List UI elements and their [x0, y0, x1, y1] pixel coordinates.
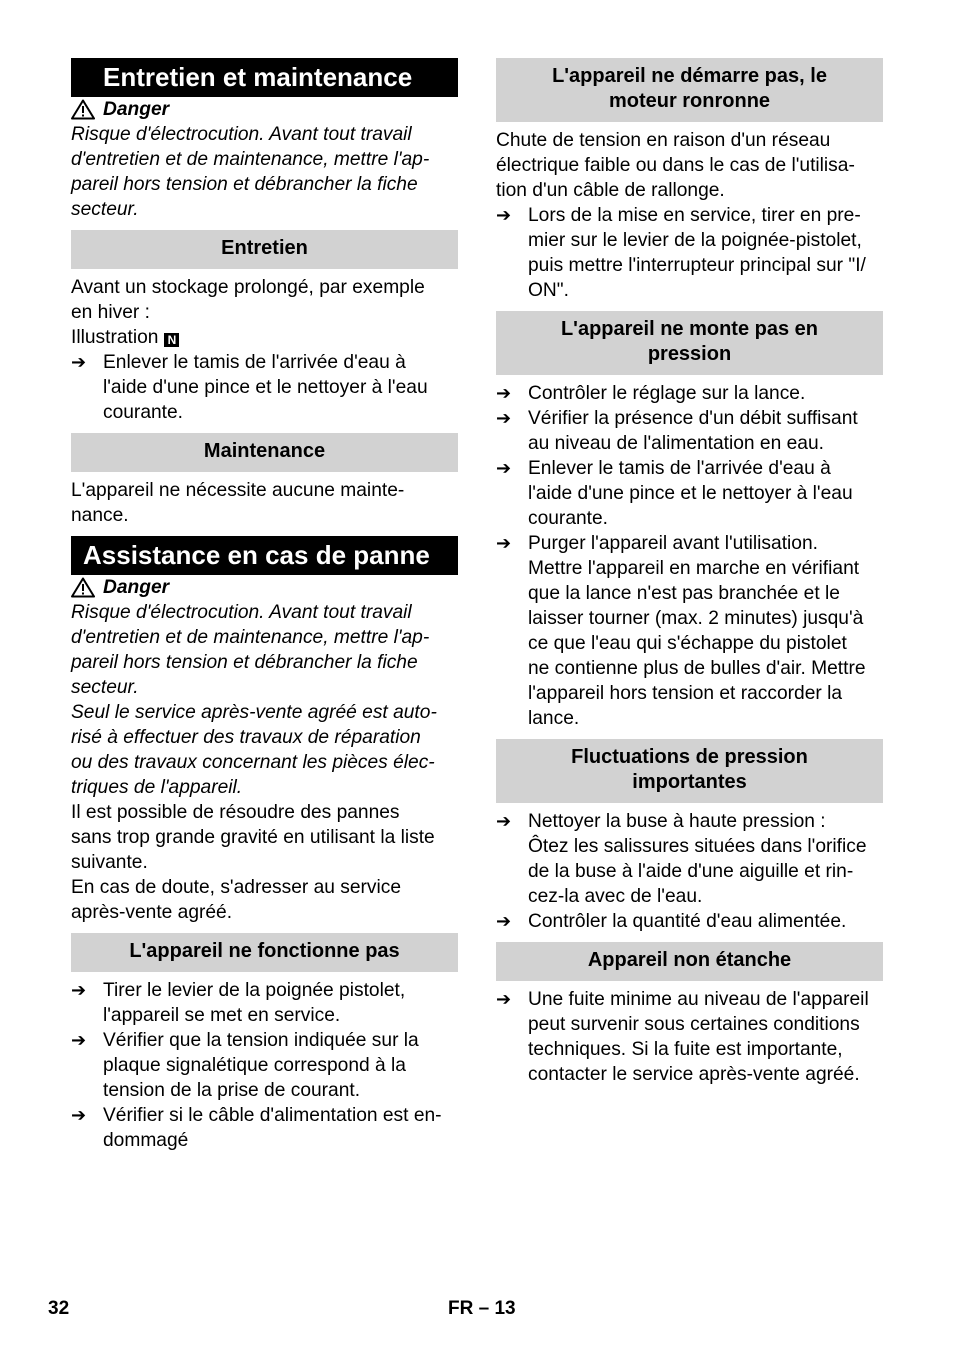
title-line: importantes: [632, 771, 747, 793]
text-line: Enlever le tamis de l'arrivée d'eau à: [103, 352, 406, 373]
list-item: [71, 1028, 458, 1103]
list-item: [496, 456, 883, 531]
arrow-right-icon: ➔: [496, 458, 512, 478]
subsection-title-maintenance: Maintenance: [71, 433, 458, 472]
maintenance-text: [71, 478, 458, 528]
danger-text: [71, 600, 458, 800]
text-line: Risque d'électrocution. Avant tout travail: [71, 602, 412, 623]
entretien-intro: [71, 275, 458, 350]
danger-notice: [71, 575, 458, 600]
danger-notice: [71, 97, 458, 122]
text-line: en hiver :: [71, 302, 150, 323]
list-item: [496, 809, 883, 909]
arrow-right-icon: ➔: [71, 1105, 87, 1125]
subsection-title-entretien: Entretien: [71, 230, 458, 269]
text-line: triques de l'appareil.: [71, 777, 243, 798]
text-line: l'appareil se met en service.: [103, 1005, 341, 1026]
text-line: l'aide d'une pince et le nettoyer à l'eau: [528, 483, 853, 504]
warning-triangle-icon: [71, 577, 95, 598]
section-title-assistance: Assistance en cas de panne: [71, 536, 458, 575]
text-line: Risque d'électrocution. Avant tout travail: [71, 124, 412, 145]
assist-text: [71, 800, 458, 925]
text-line: ou des travaux concernant les pièces élec-: [71, 752, 435, 773]
text-line: après-vente agréé.: [71, 902, 233, 923]
list-item: [71, 1103, 458, 1153]
arrow-right-icon: ➔: [496, 205, 512, 225]
left-column: [71, 58, 458, 1153]
subsection-title-nostart: [496, 58, 883, 122]
section-reference: FR – 13: [448, 1298, 516, 1319]
list-item: [496, 531, 883, 731]
text-line: l'appareil hors tension et raccorder la: [528, 683, 843, 704]
arrow-right-icon: ➔: [71, 1030, 87, 1050]
text-line: sans trop grande gravité en utilisant la liste: [71, 827, 435, 848]
subsection-title-fluctuations: [496, 739, 883, 803]
text-line: risé à effectuer des travaux de réparation: [71, 727, 421, 748]
text-line: que la lance n'est pas branchée et le: [528, 583, 840, 604]
text-line: Ôtez les salissures situées dans l'orifice: [528, 836, 867, 857]
title-line: Fluctuations de pression: [571, 746, 808, 768]
text-line: secteur.: [71, 199, 139, 220]
text-line: ce que l'eau qui s'échappe du pistolet: [528, 633, 847, 654]
arrow-right-icon: ➔: [71, 980, 87, 1000]
warning-triangle-icon: [71, 99, 95, 120]
list-item: [496, 203, 883, 303]
text-line: courante.: [103, 402, 184, 423]
text-line: Vérifier si le câble d'alimentation est en-: [103, 1105, 442, 1126]
arrow-right-icon: ➔: [496, 408, 512, 428]
illustration-reference: [71, 325, 458, 350]
illustration-label: Illustration: [71, 327, 159, 348]
text-line: Purger l'appareil avant l'utilisation.: [528, 533, 818, 554]
text-line: Il est possible de résoudre des pannes: [71, 802, 400, 823]
illustration-mark-icon: N: [164, 333, 179, 347]
list-item: [71, 350, 458, 425]
text-line: Enlever le tamis de l'arrivée d'eau à: [528, 458, 831, 479]
title-line: L'appareil ne démarre pas, le: [552, 65, 827, 87]
text-line: d'entretien et de maintenance, mettre l'ap-: [71, 627, 430, 648]
arrow-right-icon: ➔: [496, 989, 512, 1009]
text-line: ne contienne plus de bulles d'air. Mettre: [528, 658, 866, 679]
page-number: 32: [48, 1298, 70, 1319]
text-line: cez-la avec de l'eau.: [528, 886, 703, 907]
subsection-title-nofunc: L'appareil ne fonctionne pas: [71, 933, 458, 972]
nopressure-steps: [496, 381, 883, 731]
text-line: d'entretien et de maintenance, mettre l'ap-: [71, 149, 430, 170]
title-line: moteur ronronne: [608, 90, 771, 112]
text-line: Mettre l'appareil en marche en vérifiant: [528, 558, 860, 579]
text-line: de la buse à l'aide d'une aiguille et rin-: [528, 861, 854, 882]
text-line: au niveau de l'alimentation en eau.: [528, 433, 824, 454]
arrow-right-icon: ➔: [71, 352, 87, 372]
text-line: Tirer le levier de la poignée pistolet,: [103, 980, 406, 1001]
text-line: pareil hors tension et débrancher la fiche: [71, 174, 418, 195]
danger-text: [71, 122, 458, 222]
arrow-right-icon: ➔: [496, 911, 512, 931]
text-line: Contrôler le réglage sur la lance.: [528, 383, 806, 404]
nostart-text: [496, 128, 883, 203]
text-line: Vérifier la présence d'un débit suffisant: [528, 408, 858, 429]
nofunc-steps: [71, 978, 458, 1153]
text-line: l'aide d'une pince et le nettoyer à l'eau: [103, 377, 428, 398]
text-line: peut survenir sous certaines conditions: [528, 1014, 860, 1035]
subsection-title-nopressure: [496, 311, 883, 375]
text-line: lance.: [528, 708, 580, 729]
text-line: L'appareil ne nécessite aucune mainte-: [71, 480, 405, 501]
text-line: suivante.: [71, 852, 148, 873]
text-line: En cas de doute, s'adresser au service: [71, 877, 402, 898]
list-item: [496, 909, 883, 934]
list-item: [496, 987, 883, 1087]
fluct-steps: [496, 809, 883, 934]
list-item: [71, 978, 458, 1028]
text-line: techniques. Si la fuite est importante,: [528, 1039, 843, 1060]
right-column: [496, 58, 883, 1087]
text-line: plaque signalétique correspond à la: [103, 1055, 406, 1076]
title-line: pression: [647, 343, 732, 365]
section-title-entretien-maintenance: Entretien et maintenance: [71, 58, 458, 97]
list-item: [496, 406, 883, 456]
text-line: Contrôler la quantité d'eau alimentée.: [528, 911, 847, 932]
arrow-right-icon: ➔: [496, 383, 512, 403]
text-line: pareil hors tension et débrancher la fiche: [71, 652, 418, 673]
arrow-right-icon: ➔: [496, 811, 512, 831]
title-line: L'appareil ne monte pas en: [560, 318, 819, 340]
text-line: Lors de la mise en service, tirer en pre-: [528, 205, 861, 226]
leak-steps: [496, 987, 883, 1087]
text-line: contacter le service après-vente agréé.: [528, 1064, 860, 1085]
list-item: [496, 381, 883, 406]
text-line: Avant un stockage prolongé, par exemple: [71, 277, 425, 298]
text-line: mier sur le levier de la poignée-pistolet,: [528, 230, 862, 251]
text-line: Une fuite minime au niveau de l'appareil: [528, 989, 869, 1010]
text-line: Vérifier que la tension indiquée sur la: [103, 1030, 419, 1051]
arrow-right-icon: ➔: [496, 533, 512, 553]
text-line: Seul le service après-vente agréé est auto-: [71, 702, 437, 723]
text-line: électrique faible ou dans le cas de l'utilisa-: [496, 155, 855, 176]
text-line: courante.: [528, 508, 609, 529]
subsection-title-leak: Appareil non étanche: [496, 942, 883, 981]
text-line: Nettoyer la buse à haute pression :: [528, 811, 826, 832]
text-line: tion d'un câble de rallonge.: [496, 180, 725, 201]
text-line: dommagé: [103, 1130, 189, 1151]
text-line: ON".: [528, 280, 569, 301]
text-line: puis mettre l'interrupteur principal sur "I/: [528, 255, 866, 276]
danger-label: Danger: [103, 577, 170, 598]
text-line: secteur.: [71, 677, 139, 698]
danger-label: Danger: [103, 99, 170, 120]
text-line: laisser tourner (max. 2 minutes) jusqu'à: [528, 608, 864, 629]
text-line: Chute de tension en raison d'un réseau: [496, 130, 831, 151]
text-line: nance.: [71, 505, 129, 526]
text-line: tension de la prise de courant.: [103, 1080, 361, 1101]
